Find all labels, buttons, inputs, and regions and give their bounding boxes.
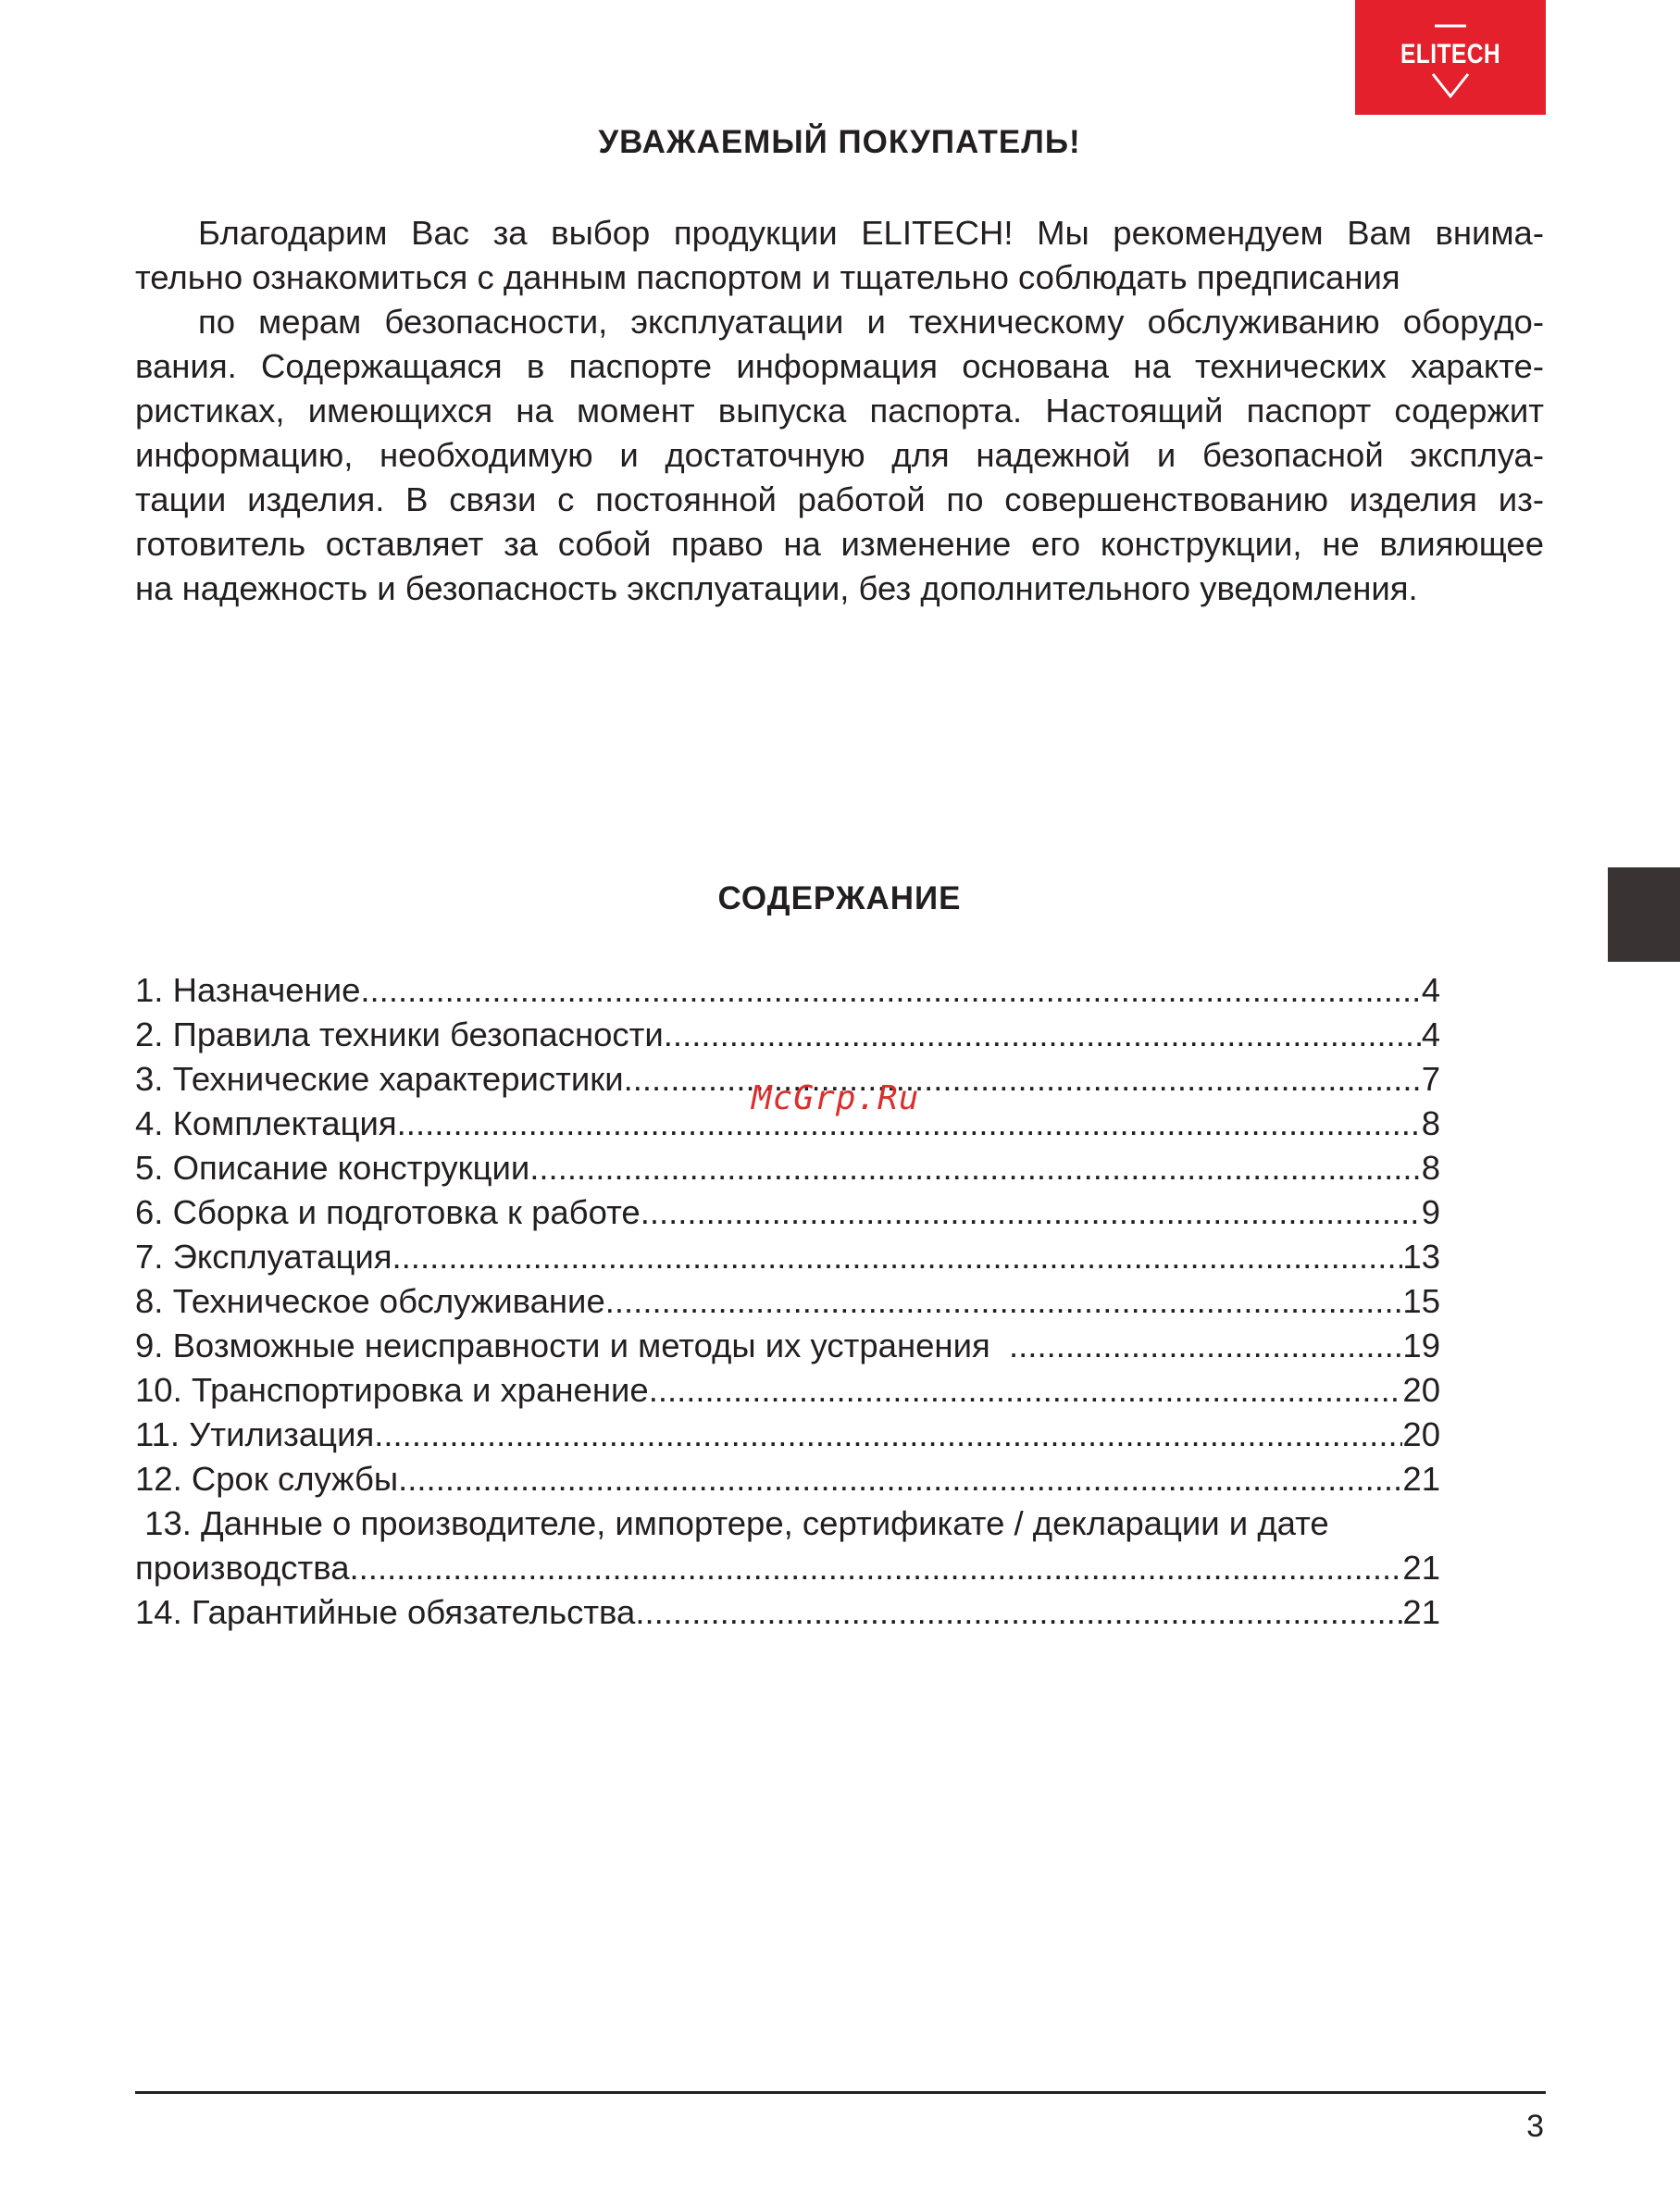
intro-line: вания. Содержащаяся в паспорте информация основана на технических характе- bbox=[135, 347, 1544, 385]
toc-leader bbox=[529, 1146, 1421, 1190]
toc-page: 15 bbox=[1402, 1282, 1440, 1320]
logo-text: ELITECH bbox=[1400, 39, 1501, 69]
toc-label: 3. Технические характеристики bbox=[135, 1060, 624, 1098]
toc-page: 21 bbox=[1402, 1549, 1440, 1587]
intro-line: информацию, необходимую и достаточную для надежной и безопасной эксплуа- bbox=[135, 436, 1544, 474]
greeting-heading: УВАЖАЕМЫЙ ПОКУПАТЕЛЬ! bbox=[598, 124, 1081, 160]
toc-entry[interactable] bbox=[135, 1413, 1440, 1457]
toc-entry-first-line[interactable] bbox=[135, 1501, 1440, 1546]
watermark: McGrp.Ru bbox=[752, 1079, 920, 1117]
toc-label: 9. Возможные неисправности и методы их устранения bbox=[135, 1327, 1010, 1364]
toc-entry[interactable] bbox=[135, 1590, 1440, 1635]
toc-page: 8 bbox=[1421, 1149, 1440, 1187]
toc-page: 4 bbox=[1421, 1015, 1440, 1053]
intro-line: готовитель оставляет за собой право на изменение его конструкции, не влияющее bbox=[135, 525, 1544, 563]
intro-line: по мерам безопасности, эксплуатации и техническому обслуживанию оборудо- bbox=[198, 303, 1544, 341]
toc-label: 4. Комплектация bbox=[135, 1104, 397, 1142]
toc-leader bbox=[392, 1235, 1403, 1279]
toc-page: 9 bbox=[1421, 1193, 1440, 1231]
toc-entry[interactable] bbox=[135, 1457, 1440, 1501]
toc-entry[interactable] bbox=[135, 968, 1440, 1013]
footer-divider bbox=[135, 2091, 1546, 2094]
intro-line: на надежность и безопасность эксплуатации, без дополнительного уведомления. bbox=[135, 569, 1418, 607]
toc-leader bbox=[641, 1190, 1422, 1235]
toc-page: 8 bbox=[1421, 1104, 1440, 1142]
toc-leader bbox=[360, 968, 1421, 1013]
toc-leader bbox=[624, 1057, 1422, 1102]
toc-page: 20 bbox=[1402, 1415, 1440, 1453]
toc-label: 2. Правила техники безопасности bbox=[135, 1015, 664, 1053]
toc-label: 6. Сборка и подготовка к работе bbox=[135, 1193, 641, 1231]
page-number: 3 bbox=[1526, 2109, 1544, 2144]
toc-label: 5. Описание конструкции bbox=[135, 1149, 530, 1187]
intro-line: Благодарим Вас за выбор продукции ELITECH! Мы рекомендуем Вам внима- bbox=[198, 214, 1544, 252]
toc-entry[interactable] bbox=[135, 1190, 1440, 1235]
toc-label: 14. Гарантийные обязательства bbox=[135, 1593, 636, 1631]
toc-leader bbox=[1009, 1324, 1402, 1368]
intro-line: ристиках, имеющихся на момент выпуска паспорта. Настоящий паспорт содержит bbox=[135, 392, 1544, 430]
toc-page: 13 bbox=[1402, 1238, 1440, 1276]
toc-label: 8. Техническое обслуживание bbox=[135, 1282, 605, 1320]
toc-label: 11. Утилизация bbox=[135, 1415, 375, 1453]
toc-leader bbox=[398, 1457, 1402, 1501]
toc-label: 1. Назначение bbox=[135, 971, 361, 1009]
toc-leader bbox=[350, 1546, 1403, 1590]
toc-entry[interactable] bbox=[135, 1546, 1440, 1590]
toc-label: производства bbox=[135, 1549, 350, 1587]
toc-page: 7 bbox=[1421, 1060, 1440, 1098]
logo-chevron-icon bbox=[1355, 0, 1546, 115]
toc-leader bbox=[635, 1590, 1402, 1635]
toc-leader bbox=[605, 1279, 1403, 1324]
table-of-contents bbox=[135, 968, 1440, 1635]
toc-page: 20 bbox=[1402, 1371, 1440, 1409]
elitech-logo bbox=[1355, 0, 1546, 115]
toc-entry[interactable] bbox=[135, 1013, 1440, 1057]
toc-page: 19 bbox=[1402, 1327, 1440, 1364]
toc-entry[interactable] bbox=[135, 1146, 1440, 1190]
toc-leader bbox=[649, 1368, 1403, 1413]
toc-entry[interactable] bbox=[135, 1368, 1440, 1413]
toc-entry[interactable] bbox=[135, 1235, 1440, 1279]
intro-line: тельно ознакомиться с данным паспортом и тщательно соблюдать предписания bbox=[135, 258, 1400, 296]
toc-label: 10. Транспортировка и хранение bbox=[135, 1371, 649, 1409]
section-tab-marker bbox=[1608, 867, 1680, 962]
toc-page: 4 bbox=[1421, 971, 1440, 1009]
toc-heading: СОДЕРЖАНИЕ bbox=[717, 880, 962, 916]
toc-entry[interactable] bbox=[135, 1279, 1440, 1324]
toc-leader bbox=[374, 1413, 1402, 1457]
intro-text bbox=[135, 211, 1544, 611]
toc-page: 21 bbox=[1402, 1593, 1440, 1631]
toc-label: 13. Данные о производителе, импортере, сертификате / декларации и дате bbox=[135, 1504, 1329, 1542]
toc-entry[interactable] bbox=[135, 1324, 1440, 1368]
intro-line: тации изделия. В связи с постоянной работой по совершенствованию изделия из- bbox=[135, 480, 1544, 518]
toc-label: 12. Срок службы bbox=[135, 1460, 399, 1498]
toc-leader bbox=[664, 1013, 1422, 1057]
toc-label: 7. Эксплуатация bbox=[135, 1238, 392, 1276]
toc-page: 21 bbox=[1402, 1460, 1440, 1498]
